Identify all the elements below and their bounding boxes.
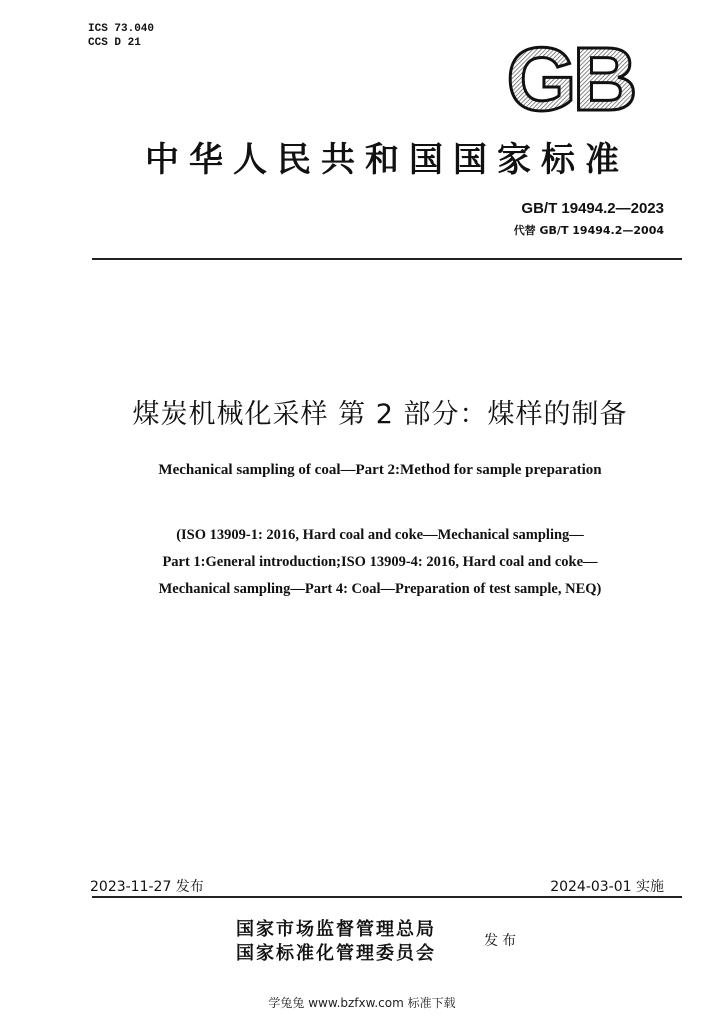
iso-reference-line: Part 1:General introduction;ISO 13909-4: 2016, Hard coal and coke— — [162, 554, 598, 570]
ics-code: ICS 73.040 — [88, 23, 155, 35]
gb-logo — [497, 38, 643, 116]
classification-codes — [88, 22, 154, 50]
ccs-code: CCS D 21 — [88, 37, 141, 49]
issuing-authorities — [236, 918, 436, 966]
iso-reference — [80, 522, 680, 603]
issuer-name: 国家标准化管理委员会 — [236, 943, 436, 964]
issuer-name: 国家市场监督管理总局 — [236, 919, 436, 940]
replaces-standard: 代替 GB/T 19494.2—2004 — [513, 224, 664, 237]
document-type-title: 中华人民共和国国家标准 — [145, 140, 629, 180]
title-chinese: 煤炭机械化采样 第 2 部分：煤样的制备 — [132, 399, 628, 430]
publish-label: 发布 — [484, 933, 520, 949]
iso-reference-line: Mechanical sampling—Part 4: Coal—Preparation of test sample, NEQ) — [158, 581, 602, 597]
issue-date: 2023-11-27 发布 — [90, 879, 204, 895]
standard-number: GB/T 19494.2—2023 — [521, 200, 664, 217]
implementation-date: 2024-03-01 实施 — [550, 879, 664, 895]
watermark-footer: 学兔兔 www.bzfxw.com 标准下载 — [268, 996, 456, 1010]
header-divider — [92, 258, 682, 260]
title-english: Mechanical sampling of coal—Part 2:Method for sample preparation — [158, 462, 602, 478]
gb-logo-text: GB — [506, 38, 634, 116]
footer-divider — [92, 896, 682, 898]
iso-reference-line: (ISO 13909-1: 2016, Hard coal and coke—Mechanical sampling— — [176, 527, 584, 543]
